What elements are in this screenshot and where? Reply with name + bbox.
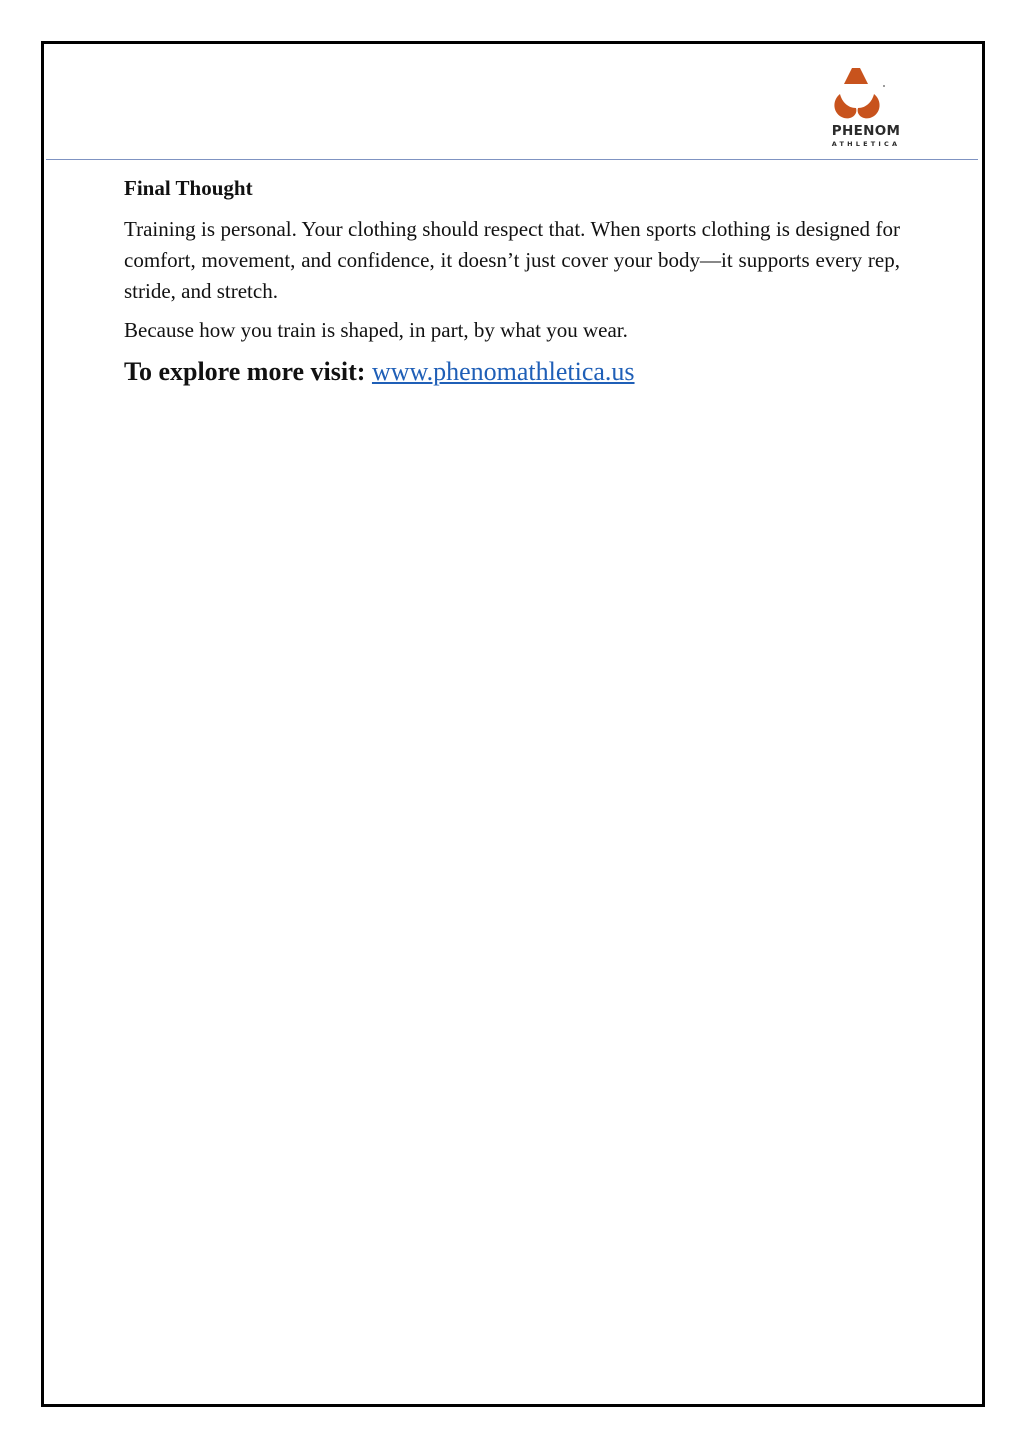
brand-logo bbox=[818, 64, 914, 154]
phenom-logo-icon bbox=[818, 64, 914, 122]
website-link[interactable]: www.phenomathletica.us bbox=[371, 357, 635, 386]
logo-wordmark: PHENOM bbox=[831, 123, 901, 139]
body-paragraph: Because how you train is shaped, in part, by what you wear. bbox=[124, 318, 628, 342]
logo-subwordmark: ATHLETICA bbox=[831, 140, 901, 148]
body-paragraph: Training is personal. Your clothing should respect that. When sports clothing is designed for comfort, movement, and confidence, it doesn’t just cover your body—it supports every rep, stride, and stretch. bbox=[124, 217, 900, 303]
header-divider bbox=[46, 159, 978, 160]
cta-label: To explore more visit: bbox=[124, 357, 372, 386]
call-to-action bbox=[124, 354, 900, 390]
document-body bbox=[124, 174, 900, 390]
section-heading: Final Thought bbox=[124, 176, 253, 200]
